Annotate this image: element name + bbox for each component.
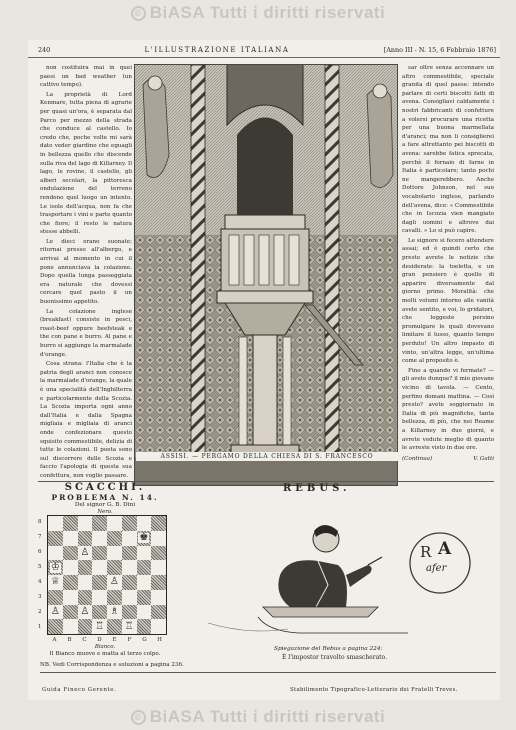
continued-note: (Continua) (402, 455, 433, 462)
chess-square (151, 590, 166, 605)
chess-square (78, 531, 93, 546)
file-label: C (82, 637, 87, 643)
chess-piece: ♙ (50, 605, 60, 617)
rank-label: 7 (38, 534, 42, 540)
rebus-word-afer: afer (426, 563, 447, 574)
rebus-section-title: REBUS. (283, 483, 351, 494)
chess-square (92, 516, 107, 531)
chess-square (122, 590, 137, 605)
chess-square (92, 531, 107, 546)
file-labels (47, 637, 167, 643)
chess-square (48, 590, 63, 605)
chess-square (92, 546, 107, 561)
chess-piece: ♗ (109, 605, 119, 617)
chess-square (107, 605, 122, 620)
chess-square (78, 619, 93, 634)
chess-square (151, 516, 166, 531)
rebus-answer: È l'impostor travolto smascherato. (282, 654, 387, 661)
chess-square (151, 619, 166, 634)
chess-square (48, 516, 63, 531)
chess-square (92, 560, 107, 575)
chess-square (48, 605, 63, 620)
issue-info: [Anno III - N. 15, 6 Febbraio 1876] (383, 45, 496, 54)
rank-label: 8 (38, 519, 42, 525)
chess-square (122, 619, 137, 634)
page-header (28, 44, 500, 58)
chess-square (78, 560, 93, 575)
file-label: G (142, 637, 147, 643)
left-text-column (40, 64, 132, 489)
chess-square (107, 531, 122, 546)
chess-solution-note: NB. Vedi Corrispondenza e soluzioni a pagina 236. (40, 662, 184, 668)
chess-square (63, 590, 78, 605)
chess-square (78, 516, 93, 531)
chess-piece: ♙ (80, 546, 90, 558)
chess-piece: ♚ (139, 532, 149, 544)
file-label: A (52, 637, 57, 643)
watermark-text: BiASA Tutti i diritti riservati (149, 3, 386, 22)
chess-square (137, 546, 152, 561)
chess-square (48, 560, 63, 575)
chess-square (63, 560, 78, 575)
chess-square (137, 516, 152, 531)
copyright-icon: © (131, 6, 146, 21)
chess-section-title: SCACCHI. (64, 482, 146, 493)
pulpit-engraving (134, 64, 398, 486)
chess-instruction: Il Bianco muove e matta al terzo colpo. (49, 651, 161, 657)
chess-square (122, 575, 137, 590)
chess-square (151, 605, 166, 620)
black-side-label: Nero. (97, 509, 113, 515)
chess-square (151, 531, 166, 546)
footer-editor: Guida Fineco Gerente. (42, 687, 117, 693)
file-label: B (67, 637, 72, 643)
right-text-column (402, 64, 494, 489)
chess-piece: ♙ (109, 576, 119, 588)
rebus-drawing (168, 495, 498, 643)
chess-square (122, 546, 137, 561)
chess-square (137, 531, 152, 546)
copyright-icon: © (131, 710, 146, 725)
chess-square (122, 531, 137, 546)
rank-label: 2 (38, 609, 42, 615)
paragraph: Le signore si fecero attendere assai; ed è quindi certo che presto avrete le notizie che desiderate: la toeletta, e un gran pensiero è quello di apparire diversamente dal giorno primo. Moralità: che molti volumi intorno alle vanità avete sentito, e voi, lo gridatori, che leggeste persino promulgare le quali dovevano limitare il lusso, quanto tempo perduto! Un altro impasto di vinto, un'altra legge, un'ultima come al proposito è. (402, 237, 494, 365)
chess-square (63, 516, 78, 531)
rank-label: 5 (38, 564, 42, 570)
chess-square (137, 590, 152, 605)
paragraph: La colazione inglese (breakfast) consiste in pesci, roast-beef oppure beefsteak e the con pane e burro. Al pane e burro si aggiunge la marmalade d'orange. (40, 308, 132, 358)
chess-square (122, 560, 137, 575)
paragraph: non costituira mai in quei paesi un bad weather (un cattivo tempo). (40, 65, 132, 89)
chess-square (78, 546, 93, 561)
rebus-letter-a: A (438, 539, 452, 559)
chess-square (151, 575, 166, 590)
paragraph: Cosa strana: l'Italia che è la patria degli aranci non conosce la marmalade d'orange, la quale è una specialità dell'Inghilterra e particolarmente della Scozia. La Scozia importa ogni anno dall'Italia e dalla Spagna migliaia e migliaia di aranci onde confezionare questo squisito commestibile, delizia di tutte le colazioni. Il poeta sono sul discorrere delle Scozia e faccio l'apologia di questa sua confettura, non voglio passare. (40, 361, 132, 479)
chess-square (107, 619, 122, 634)
paragraph: Le dieci erano suonate; ritornai presso all'albergo, e arrivai al momento in cui il pone annunciava la colazione. Dopo quella lunga passeggiata era naturale che dovessi cercare quel pasto il un buonissimo appetito. (40, 238, 132, 306)
rebus-caption: Spiegazione del Rebus a pagina 224: (274, 646, 383, 652)
chess-piece: ♖ (124, 620, 134, 632)
chess-square (151, 546, 166, 561)
file-label: H (157, 637, 162, 643)
chess-problem-author: Del signor G. B. Dini (74, 502, 136, 508)
chess-square (92, 590, 107, 605)
footer-divider (40, 672, 496, 673)
chess-square (48, 619, 63, 634)
watermark-top (0, 3, 516, 23)
chess-square (151, 560, 166, 575)
publication-title: L'ILLUSTRAZIONE ITALIANA (144, 45, 290, 54)
chess-square (48, 531, 63, 546)
chess-problem-number: PROBLEMA N. 14. (51, 493, 159, 502)
chess-square (137, 560, 152, 575)
chess-square (137, 575, 152, 590)
white-side-label: Bianco. (94, 644, 116, 650)
file-label: F (127, 637, 132, 643)
rank-labels (38, 515, 46, 635)
chess-piece: ♙ (80, 605, 90, 617)
chess-square (107, 560, 122, 575)
chess-square (48, 546, 63, 561)
author-signature: V. Gatti (473, 455, 494, 462)
chess-square (48, 575, 63, 590)
chess-square (63, 605, 78, 620)
chess-square (92, 605, 107, 620)
chess-square (63, 546, 78, 561)
chess-square (78, 590, 93, 605)
chess-square (137, 619, 152, 634)
chess-board (47, 515, 167, 635)
watermark-bottom (0, 707, 516, 727)
rank-label: 3 (38, 594, 42, 600)
chess-piece: ♖ (95, 620, 105, 632)
rebus-letter-r: R (420, 543, 432, 561)
chess-square (107, 590, 122, 605)
footer-printer: Stabilimento Tipografico-Letterario dei Fratelli Treves. (290, 687, 458, 693)
chess-square (122, 516, 137, 531)
article-signoff (402, 455, 494, 464)
rank-label: 6 (38, 549, 42, 555)
chess-square (63, 619, 78, 634)
paragraph: Fino a quando vi fermate? — gli avete dunque? il mio giovane vicino di tavola. — Cento, perfino domani mattina. — Così presto? avete soggiornato in Italia di più magnifiche, tanta bellezza, di più, che nei Reame a Killarney in due giorni, e avrete vedute meglio di quanto le avreste visto in due ore. (402, 367, 494, 452)
rank-label: 1 (38, 624, 42, 630)
rank-label: 4 (38, 579, 42, 585)
page-number: 240 (38, 45, 51, 54)
chess-square (137, 605, 152, 620)
chess-square (78, 605, 93, 620)
chess-square (107, 546, 122, 561)
engraving-caption: ASSISI. — PERGAMO DELLA CHIESA DI S. FRANCESCO (136, 452, 398, 461)
file-label: E (112, 637, 117, 643)
chess-square (107, 575, 122, 590)
file-label: D (97, 637, 102, 643)
pulpit-illustration (135, 65, 398, 486)
paragraph: sar oltre senza accennare un altro commestibile, speciale granita di quel paese: intendo parlare di certi biscotti fatti di avena. Consigliavi caldamente i nostri fabbricanti di confetture a volersi procurare una ricetta per una buona marmellata d'aranci; ma non li consiglierei a fare altrettanto pei biscotti di avena: sarebbe fatica sprecata, perchè il fornaio di farne in Italia è particolare; tanto pochi ne mangerebbero. Anche Dottore Johnson, nel suo vocabolario inglese, parlando dell'avena, dice: « Commestibile che in Iscozia vien mangiato dagli uomini e altrove dai cavalli. » Lo si può capire. (402, 65, 494, 235)
chess-square (92, 575, 107, 590)
watermark-text: BiASA Tutti i diritti riservati (149, 707, 386, 726)
rebus-illustration (168, 495, 498, 643)
chess-square (78, 575, 93, 590)
chess-piece: ♕ (50, 576, 60, 588)
chess-piece: ♔ (50, 561, 60, 573)
chess-square (122, 605, 137, 620)
paragraph: La proprietà di Lord Kenmare, tutta piena di agrarie per quasi un'ora, è separata dal Parco per mezzo della strada che conduce al castello. Io credo che, poche volte mi sarà dato veder giardino che eguagli in bellezza quello che discende sulla riva del lago di Killarney. Il lago, le rovine, il castello, gli alberi secolari, la pittoresca ondulazione del terreno rendono quel luogo un intento. Le isole dell'acqua, non fa che trasportare i vini e parte quanto che fiore; il resto le natura stesse abbelli. (40, 91, 132, 236)
chess-square (107, 516, 122, 531)
newspaper-page (28, 40, 500, 700)
chess-square (92, 619, 107, 634)
chess-square (63, 531, 78, 546)
chess-square (63, 575, 78, 590)
